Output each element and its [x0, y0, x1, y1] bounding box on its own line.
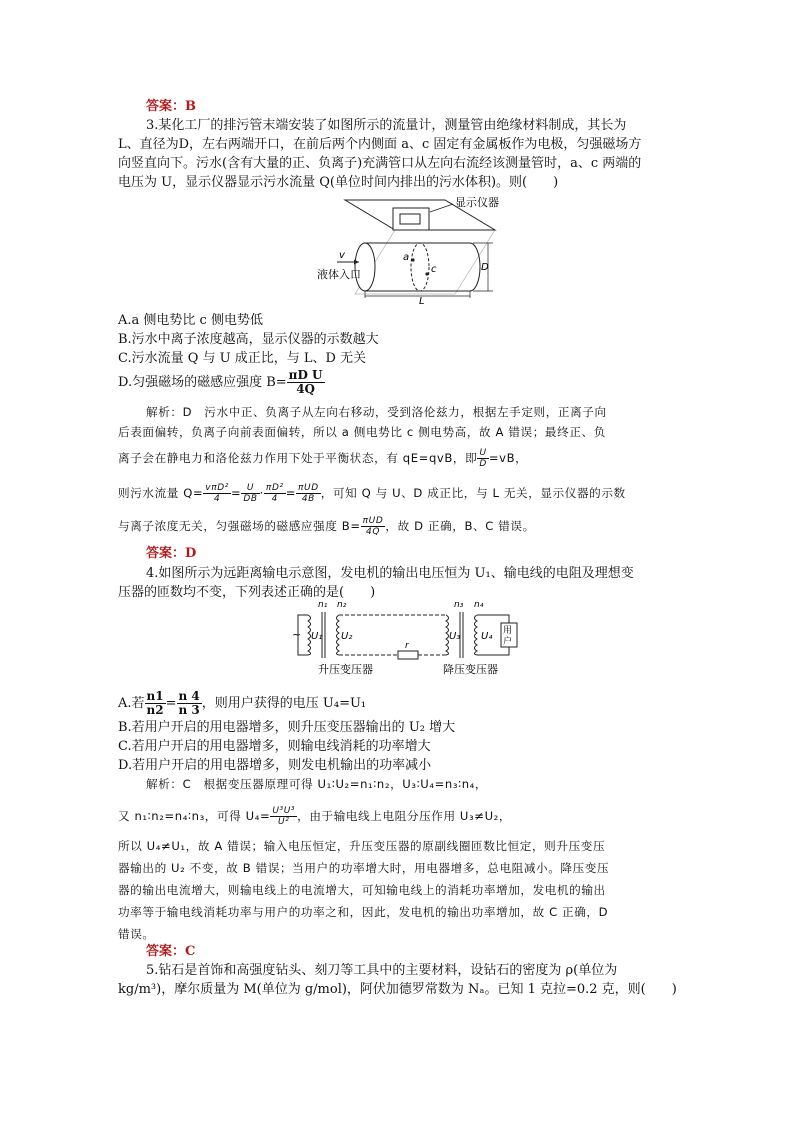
frac-num: U³U³	[272, 806, 296, 816]
q3-solution-2: 后表面偏转，负离子向前表面偏转，所以 a 侧电势比 c 侧电势高，故 A 错误；最终正、负	[118, 425, 606, 439]
label-a: a	[403, 252, 410, 263]
electrode-a	[411, 258, 414, 261]
frac-den: 4Q	[366, 527, 381, 537]
q3-option-d-text: D.匀强磁场的磁感应强度 B=	[118, 375, 287, 390]
display-label: 显示仪器	[455, 196, 499, 209]
q4-option-a	[118, 690, 366, 717]
frac-num: U	[241, 483, 259, 494]
q4-a-frac2	[177, 690, 202, 717]
q3-sol4-dot: ·	[259, 486, 264, 500]
q3-sol4-frac4	[296, 483, 321, 504]
label-u2: U₂	[341, 631, 353, 642]
ac-source: ~	[292, 628, 302, 641]
q4-option-d: D.若用户开启的用电器增多，则发电机输出的功率减小	[118, 758, 432, 773]
q4-solution-6: 功率等于输电线消耗功率与用户的功率之和，因此，发电机的输出功率增加，故 C 正确，D	[118, 905, 609, 919]
pipe-left-end	[355, 243, 375, 291]
q3-option-d-fraction	[287, 369, 325, 396]
label-n1: n₁	[318, 600, 328, 610]
frac-den: DB	[243, 494, 258, 504]
frac-num: πD²	[265, 483, 284, 493]
q5-line-1: 5.钻石是首饰和高强度钻头、刻刀等工具中的主要材料，设钻石的密度为 ρ(单位为	[146, 963, 618, 978]
q4-solution-2	[118, 806, 511, 827]
coil-n4	[475, 615, 478, 655]
label-n2: n₂	[337, 600, 347, 610]
q4-sol2-fraction	[270, 806, 297, 827]
user-label-1: 用	[503, 626, 513, 636]
label-v: v	[339, 250, 345, 261]
frac-den: 4Q	[296, 382, 315, 396]
label-step-up: 升压变压器	[318, 663, 373, 676]
q3-sol4-frac1	[203, 483, 231, 504]
q3-line-2: L、直径为D，左右两端开口，在前后两个内侧面 a、c 固定有金属板作为电极，匀强磁场方	[118, 137, 642, 152]
q3-option-b: B.污水中离子浓度越高，显示仪器的示数越大	[118, 332, 379, 347]
q5-line-2: kg/m³)，摩尔质量为 M(单位为 g/mol)，阿伏加德罗常数为 Nₐ。已知 1 克拉=0.2 克，则( )	[118, 982, 677, 997]
frac-den: 4	[213, 494, 221, 504]
label-u1: U₁	[311, 631, 323, 642]
label-D: D	[481, 262, 489, 273]
q4-a-frac1	[145, 690, 166, 717]
frac-den: U²	[278, 817, 290, 827]
q4-solution-3: 所以 U₄≠U₁，故 A 错误；输入电压恒定，升压变压器的原副线圈匝数比恒定，则升压变压	[118, 839, 606, 853]
q3-line-1: 3.某化工厂的排污管末端安装了如图所示的流量计，测量管由绝缘材料制成，其长为	[146, 118, 627, 133]
q3-solution-4: 则污水流量 Q= $\frac{\text{vπD²}}{4}$ = $\frac{U}{DB}$ · $\frac{\text{πD²}}{4}$ = $\frac{\text{πUD}}{4B}$ ，可知 Q 与 U、D 成正比，与 L 无关，显示仪器的示数	[118, 483, 626, 504]
user-wire-bottom	[477, 647, 509, 655]
q4-solution-7: 错误。	[118, 927, 155, 941]
q3-option-c: C.污水流量 Q 与 U 成正比，与 L、D 无关	[118, 351, 367, 366]
frac-den: 4	[271, 494, 278, 504]
q3-solution-5	[118, 516, 535, 537]
q3-sol3-text: 离子会在静电力和洛伦兹力作用下处于平衡状态，有 qE=qvB，即	[118, 451, 478, 465]
frac-num: U	[477, 448, 489, 459]
label-L: L	[419, 296, 425, 305]
frac-den: n 3	[178, 703, 200, 717]
q4-a-eq: =	[165, 696, 177, 711]
label-inlet: 液体入口	[317, 268, 361, 281]
frac-num: πUD	[362, 516, 384, 526]
label-c: c	[431, 264, 437, 275]
display-leader	[430, 204, 453, 212]
q4-sol2-text: 又 n₁∶n₂=n₄∶n₃，可得 U₄=	[118, 809, 271, 823]
frac-num: πD U	[288, 368, 323, 382]
q4-line-2: 压器的匝数均不变，下列表述正确的是( )	[118, 585, 376, 600]
q3-sol5-text: 与离子浓度无关，匀强磁场的磁感应强度 B=	[118, 519, 361, 533]
answer-q3: 答案：D	[146, 546, 197, 561]
electrode-section	[411, 243, 429, 291]
frac-den: 4B	[301, 494, 315, 504]
label-n4: n₄	[474, 600, 484, 610]
q4-solution-5: 器的输出电流增大，则输电线上的电流增大，可知输电线上的消耗功率增加，发电机的输出	[118, 883, 606, 897]
display-box	[393, 208, 429, 230]
frac-num: n1	[146, 689, 164, 703]
q4-option-c: C.若用户开启的用电器增多，则输电线消耗的功率增大	[118, 739, 431, 754]
q3-sol5-tail: ，故 D 正确，B、C 错误。	[385, 519, 535, 533]
answer-prev: 答案：B	[146, 99, 196, 114]
q3-option-a: A.a 侧电势比 c 侧电势低	[118, 313, 263, 328]
label-n3: n₃	[454, 600, 464, 610]
resistor-r	[398, 651, 418, 659]
frac-num: n 4	[178, 689, 200, 703]
q3-sol3-fraction	[477, 448, 489, 469]
label-r: r	[405, 641, 409, 651]
q3-sol4-frac2	[241, 483, 259, 504]
answer-q4: 答案：C	[146, 944, 196, 959]
frac-den: n2	[146, 703, 164, 717]
q3-solution-1: 解析：D 污水中正、负离子从左向右移动，受到洛伦兹力，根据左手定则，正离子向	[146, 405, 607, 419]
magnet-plane	[355, 230, 495, 294]
q3-solution-3	[118, 448, 527, 469]
q3-sol4-text: 则污水流量 Q=	[118, 486, 204, 500]
frac-num: πUD	[298, 483, 319, 493]
label-u3: U₃	[449, 631, 461, 642]
q4-solution-1: 解析：C 根据变压器原理可得 U₁∶U₂=n₁∶n₂，U₃∶U₄=n₃∶n₄，	[146, 777, 488, 791]
user-label-2: 户	[503, 637, 513, 647]
label-u4: U₄	[481, 631, 493, 642]
user-wire-top	[477, 615, 509, 623]
transmission-figure	[288, 597, 523, 679]
q4-sol2-tail: ，由于输电线上电阻分压作用 U₃≠U₂，	[297, 809, 512, 823]
q4-solution-4: 器输出的 U₂ 不变，故 B 错误；当用户的功率增大时，用电器增多，总电阻减小。降压变压	[118, 861, 610, 875]
coil-n2	[337, 615, 340, 655]
electrode-c	[425, 272, 428, 275]
q4-line-1: 4.如图所示为远距离输电示意图，发电机的输出电压恒为 U₁、输电线的电阻及理想变	[146, 566, 634, 581]
frac-den: D	[479, 459, 487, 469]
frac-num: vπD²	[205, 483, 229, 493]
q3-option-d	[118, 369, 325, 396]
q3-line-3: 向竖直向下。污水(含有大量的正、负离子)充满管口从左向右流经该测量管时，a、c 两端的	[118, 156, 642, 171]
q3-line-4: 电压为 U，显示仪器显示污水流量 Q(单位时间内排出的污水体积)。则( )	[118, 175, 559, 190]
q3-sol3-tail: =vB，	[488, 451, 528, 465]
q3-sol4-tail: ，可知 Q 与 U、D 成正比，与 L 无关，显示仪器的示数	[320, 486, 626, 500]
q4-a-pre: A.若	[118, 696, 145, 711]
q3-sol5-fraction	[361, 516, 386, 537]
q4-option-b: B.若用户开启的用电器增多，则升压变压器输出的 U₂ 增大	[118, 720, 456, 735]
flowmeter-figure	[305, 190, 520, 305]
label-step-down: 降压变压器	[443, 663, 498, 676]
q4-a-post: ，则用户获得的电压 U₄=U₁	[201, 696, 367, 711]
q3-sol4-frac3	[264, 483, 286, 504]
